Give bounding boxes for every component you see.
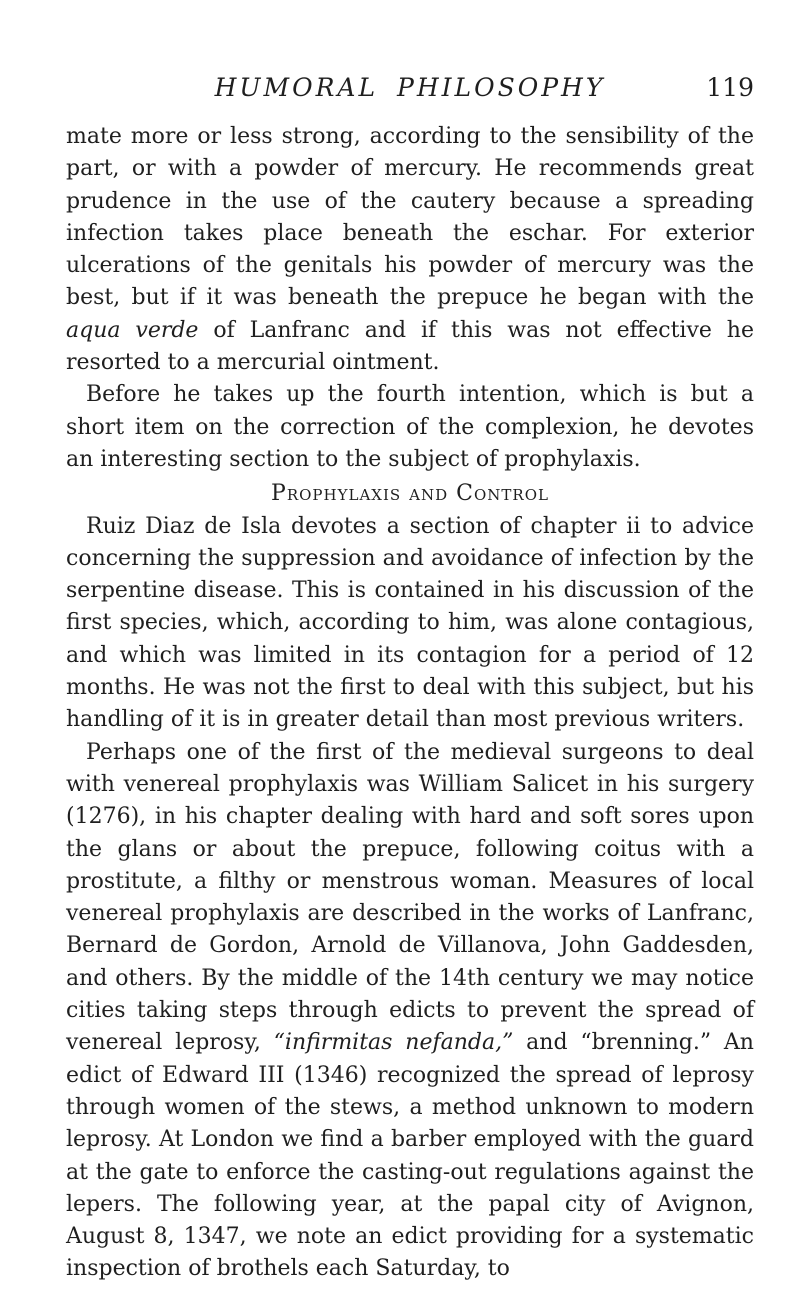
paragraph [66, 737, 754, 1286]
paragraph-text: mate more or less strong, according to the sensibility of the part, or with a powder of mercury. He recommends great prudence in the use of the cautery because a spreading infection takes place beneath the eschar. For exterior ulcerations of the genitals his powder of mercury was the best, but if it was beneath the prepuce he began with the [66, 124, 754, 311]
paragraph-text: Perhaps one of the first of the medieval surgeons to deal with venereal prophylaxis was William Salicet in his surgery (1276), in his chapter dealing with hard and soft sores upon the glans or about the prepuce, following coitus with a prostitute, a filthy or menstrous woman. Measures of local venereal prophylaxis are described in the works of Lanfranc, Bernard de Gordon, Arnold de Villanova, John Gaddesden, and others. By the middle of the 14th century we may notice cities taking steps through edicts to prevent the spread of venereal leprosy, [66, 739, 754, 1056]
paragraph: Before he takes up the fourth intention, which is but a short item on the correction of the complexion, he devotes an interesting section to the subject of prophylaxis. [66, 382, 754, 472]
italic-term: aqua verde [66, 317, 199, 343]
paragraph: Ruiz Diaz de Isla devotes a section of chapter ii to advice concerning the suppression and avoidance of infection by the serpentine disease. This is contained in his discussion of the first species, which, according to him, was alone contagious, and which was limited in its contagion for a period of 12 months. He was not the first to deal with this subject, but his handling of it is in greater detail than most previous writers. [66, 513, 754, 733]
paragraph-text: of Lanfranc and if this was not effective he resorted to a mercurial ointment. [66, 317, 754, 376]
body-text [66, 121, 754, 1286]
paragraph-text: and “brenning.” An edict of Edward III (1346) recognized the spread of leprosy through women of the stews, a method unknown to modern leprosy. At London we find a barber employed with the guard at the gate to enforce the casting-out regulations against the lepers. The following year, at the papal city of Avignon, August 8, 1347, we note an edict providing for a systematic inspection of brothels each Saturday, to [66, 1030, 754, 1282]
section-heading: Prophylaxis and Control [271, 481, 549, 507]
paragraph-continuation [66, 121, 754, 379]
running-head [66, 73, 754, 121]
italic-quote: “infirmitas nefanda,” [273, 1030, 514, 1056]
page-number: 119 [706, 73, 754, 102]
running-title: HUMORAL PHILOSOPHY [214, 73, 606, 102]
book-page [66, 73, 754, 1286]
